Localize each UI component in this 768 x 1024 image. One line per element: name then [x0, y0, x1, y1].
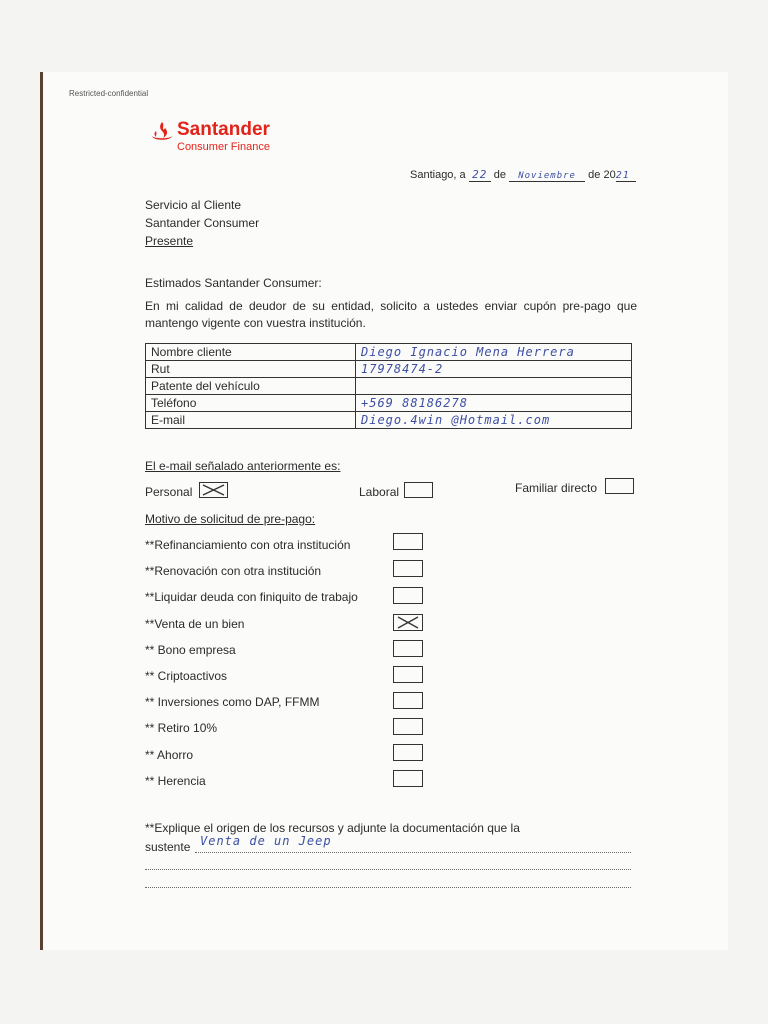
table-row	[146, 412, 632, 429]
logo-subtitle: Consumer Finance	[177, 141, 270, 153]
email-section-title: El e-mail señalado anteriormente es:	[145, 459, 341, 473]
row-value: 17978474-2	[356, 361, 632, 378]
row-label: Teléfono	[146, 395, 356, 412]
greeting: Estimados Santander Consumer:	[145, 276, 322, 290]
answer-line	[145, 869, 631, 870]
date-month: Noviembre	[509, 171, 585, 182]
motivo-item-label: ** Criptoactivos	[145, 669, 228, 683]
motivo-checkbox[interactable]	[393, 533, 423, 550]
client-info-table	[145, 343, 632, 429]
motivo-checkbox[interactable]	[393, 587, 423, 604]
row-value	[356, 378, 632, 395]
flame-icon	[150, 121, 174, 143]
handwritten-reason: Venta de un Jeep	[200, 834, 332, 848]
answer-line	[145, 887, 631, 888]
date-day: 22	[469, 168, 491, 182]
recipient-address	[145, 196, 259, 250]
row-value: Diego.4win @Hotmail.com	[356, 412, 632, 429]
table-row	[146, 344, 632, 361]
date-de-1: de	[493, 169, 507, 181]
motivo-title: Motivo de solicitud de pre-pago:	[145, 512, 316, 526]
date-year: 21	[616, 170, 636, 182]
table-row	[146, 395, 632, 412]
motivo-item-label: **Venta de un bien	[145, 617, 245, 631]
x-mark-icon	[394, 615, 422, 630]
motivo-item-label: ** Bono empresa	[145, 643, 236, 657]
email-option-label: Familiar directo	[515, 481, 598, 495]
motivo-checkbox[interactable]	[393, 692, 423, 709]
sustente-label: sustente	[145, 840, 191, 854]
place-date-line	[410, 168, 636, 182]
place-prefix: Santiago, a	[410, 169, 466, 181]
email-option-label: Laboral	[359, 485, 400, 499]
familiar-checkbox[interactable]	[605, 478, 634, 494]
row-value: Diego Ignacio Mena Herrera	[356, 344, 632, 361]
x-mark-icon	[200, 483, 227, 497]
table-row	[146, 361, 632, 378]
motivo-item-label: ** Inversiones como DAP, FFMM	[145, 695, 320, 709]
address-line-3: Presente	[145, 234, 194, 248]
address-line-2: Santander Consumer	[145, 216, 260, 230]
row-label: E-mail	[146, 412, 356, 429]
row-label: Patente del vehículo	[146, 378, 356, 395]
explain-instruction: **Explique el origen de los recursos y adjunte la documentación que la	[145, 821, 520, 835]
personal-checkbox[interactable]	[199, 482, 228, 498]
motivo-item-label: **Refinanciamiento con otra institución	[145, 538, 351, 552]
logo-name: Santander	[177, 119, 270, 140]
answer-line	[195, 852, 631, 853]
email-option-label: Personal	[145, 485, 193, 499]
body-text: En mi calidad de deudor de su entidad, solicito a ustedes enviar cupón pre-pago que mantengo vigente con vuestra institución.	[145, 299, 637, 330]
motivo-item-label: **Liquidar deuda con finiquito de trabajo	[145, 590, 358, 604]
row-label: Rut	[146, 361, 356, 378]
explain-sustente	[145, 840, 190, 854]
motivo-item-label: ** Herencia	[145, 774, 206, 788]
motivo-checkbox[interactable]	[393, 640, 423, 657]
motivo-checkbox[interactable]	[393, 666, 423, 683]
address-line-1: Servicio al Cliente	[145, 198, 242, 212]
motivo-checkbox[interactable]	[393, 718, 423, 735]
motivo-item-label: ** Ahorro	[145, 748, 194, 762]
laboral-checkbox[interactable]	[404, 482, 433, 498]
motivo-checkbox[interactable]	[393, 614, 423, 631]
motivo-item-label: ** Retiro 10%	[145, 721, 218, 735]
date-de-2: de 20	[588, 169, 616, 181]
motivo-checkbox[interactable]	[393, 560, 423, 577]
table-row	[146, 378, 632, 395]
row-label: Nombre cliente	[146, 344, 356, 361]
row-value: +569 88186278	[356, 395, 632, 412]
motivo-checkbox[interactable]	[393, 770, 423, 787]
motivo-item-label: **Renovación con otra institución	[145, 564, 322, 578]
motivo-checkbox[interactable]	[393, 744, 423, 761]
document-page	[40, 72, 728, 950]
classification-label: Restricted-confidential	[69, 89, 149, 98]
page-edge	[40, 72, 43, 950]
